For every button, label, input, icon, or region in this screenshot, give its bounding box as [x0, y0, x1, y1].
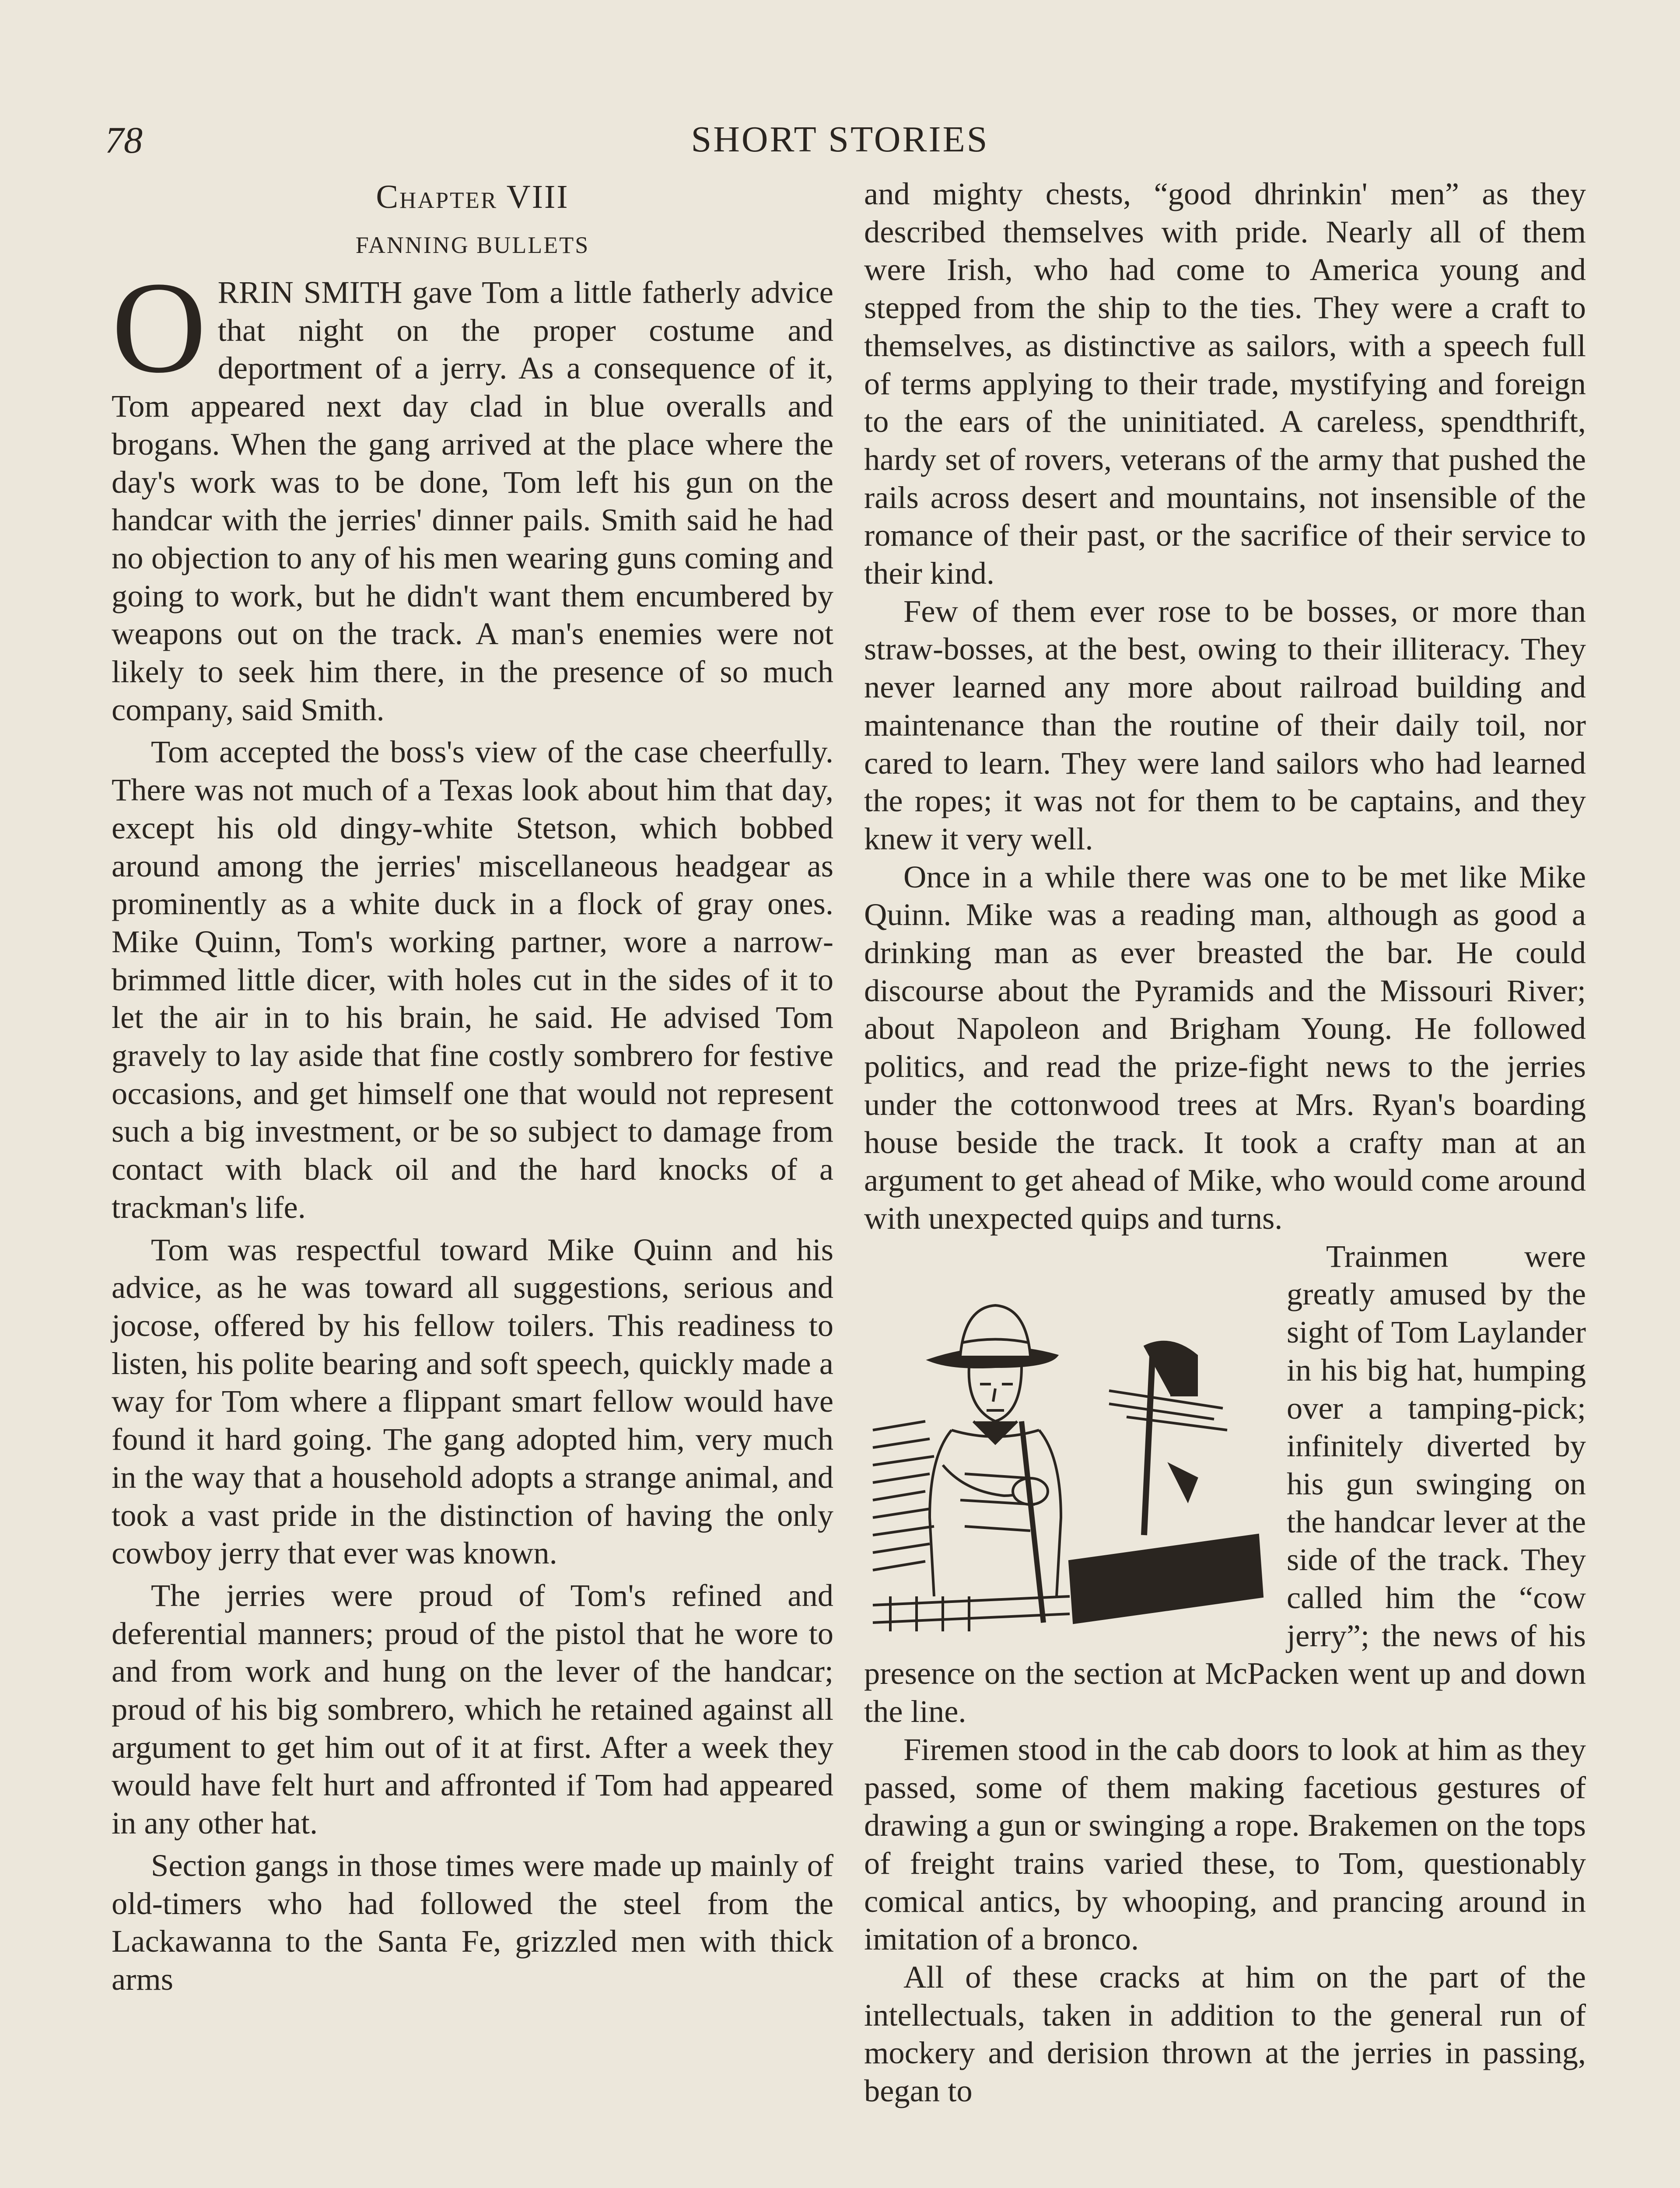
- paragraph: Section gangs in those times were made up mainly of old-timers who had followed the steel from the Lackawanna to the Santa Fe, grizzled men with thick arms: [112, 1847, 833, 1997]
- paragraph: The jerries were proud of Tom's refined and deferential manners; proud of the pistol that he wore to and from work and hung on the lever of the handcar; proud of his big sombrero, which he retained against all argument to get him out of it at first. After a week they would have felt hurt and affronted if Tom had appeared in any other hat.: [112, 1577, 833, 1841]
- paragraph: and mighty chests, “good dhrinkin' men” as they described themselves with pride. Nearly all of them were Irish, who had come to America young and stepped from the ship to the ties. They were a craft to themselves, as distinctive as sailors, with a speech full of terms applying to their trade, mystifying and foreign to the ears of the uninitiated. A careless, spendthrift, hardy set of rovers, veterans of the army that pushed the rails across desert and mountains, not insensible of the romance of their past, or the sacrifice of their service to their kind.: [864, 176, 1586, 591]
- paragraph: Tom accepted the boss's view of the case cheerfully. There was not much of a Texas look about him that day, except his old dingy-white Stetson, which bobbed around among the jerries' miscellaneous headgear as prominently as a white duck in a flock of gray ones. Mike Quinn, Tom's working partner, wore a narrow-brimmed little dicer, with holes cut in the sides of it to let the air in to his brain, he said. He advised Tom gravely to lay aside that fine costly sombrero for festive occasions, and get himself one that would not represent such a big investment, or be so subject to damage from contact with black oil and the hard knocks of a trackman's life.: [112, 734, 833, 1225]
- right-column: [864, 175, 1586, 2110]
- paragraph: [112, 255, 833, 729]
- paragraph: Few of them ever rose to be bosses, or more than straw-bosses, at the best, owing to their illiteracy. They never learned any more about railroad building and maintenance than the routine of their daily toil, nor cared to learn. They were land sailors who had learned the ropes; it was not for them to be captains, and they knew it very well.: [864, 593, 1586, 856]
- paragraph-text: RRIN SMITH gave Tom a little fatherly advice that night on the proper costume and deportment of a jerry. As a consequence of it, Tom appeared next day clad in blue overalls and brogans. When the gang arrived at the place where the day's work was to be done, Tom left his gun on the handcar with the jerries' dinner pails. Smith said he had no objection to any of his men wearing guns coming and going to work, but he didn't want them encumbered by weapons out on the track. A man's enemies were not likely to seek him there, in the presence of so much company, said Smith.: [112, 274, 833, 727]
- chapter-subtitle: FANNING BULLETS: [355, 232, 590, 258]
- page-number: 78: [105, 119, 143, 161]
- left-column: [112, 175, 833, 1999]
- paragraph: Once in a while there was one to be met like Mike Quinn. Mike was a reading man, although as good a drinking man as ever breasted the bar. He could discourse about the Pyramids and the Missouri River; about Napoleon and Brigham Young. He followed politics, and read the prize-fight news to the jerries under the cottonwood trees at Mrs. Ryan's boarding house beside the track. It took a crafty man at an argument to get ahead of Mike, who would come around with unexpected quips and turns.: [864, 859, 1586, 1236]
- paragraph: Firemen stood in the cab doors to look at him as they passed, some of them making facetious gestures of drawing a gun or swinging a rope. Brakemen on the tops of freight trains varied these, to Tom, questionably comical antics, by whooping, and prancing around in imitation of a bronco.: [864, 1731, 1586, 1957]
- paragraph: Trainmen were greatly amused by the sight of Tom Laylander in his big hat, humping over a tamping-pick; infinitely diverted by his gun swinging on the handcar lever at the side of the track. They called him the “cow jerry”; the news of his presence on the section at McPacken went up and down the line.: [864, 1238, 1586, 1729]
- page-header: [0, 118, 1680, 171]
- cowboy-with-tamping-pick-drawing: [864, 1290, 1271, 1636]
- drop-cap: O: [112, 255, 206, 400]
- paragraph: All of these cracks at him on the part of the intellectuals, taken in addition to the general run of mockery and derision thrown at the jerries in passing, began to: [864, 1959, 1586, 2109]
- paragraph: Tom was respectful toward Mike Quinn and his advice, as he was toward all suggestions, serious and jocose, offered by his fellow toilers. This readiness to listen, his polite bearing and soft speech, quickly made a way for Tom where a flippant smart fellow would have found it hard going. The gang adopted him, very much in the way that a household adopts a strange animal, and took a vast pride in the distinction of having the only cowboy jerry that ever was known.: [112, 1231, 833, 1571]
- chapter-title: Chapter VIII: [376, 179, 569, 215]
- running-head: SHORT STORIES: [691, 119, 989, 160]
- cowboy-illustration: [864, 1290, 1271, 1636]
